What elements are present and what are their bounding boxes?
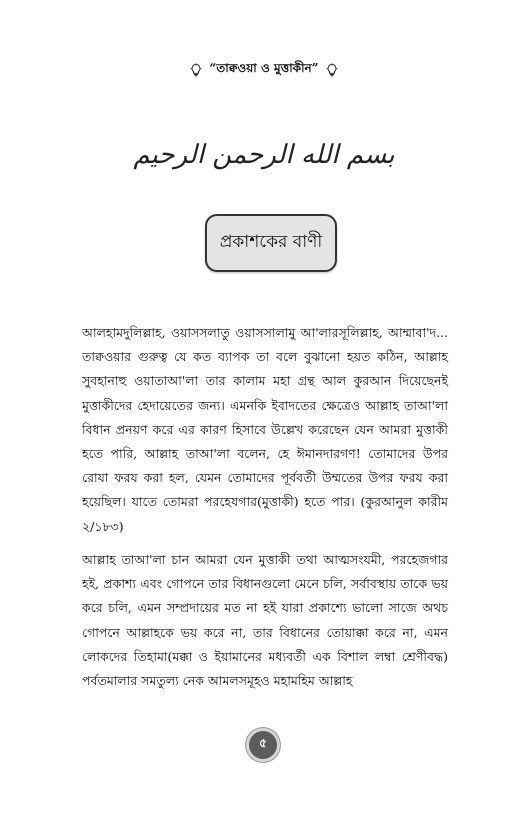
body-paragraph: আলহামদুলিল্লাহ, ওয়াসসলাতু ওয়াসসালামু আ'লারসূলিল্লাহ, আম্মাবা'দ... তাক্বওয়ার গুরুত্ব যে কত ব্যাপক তা বলে বুঝানো হয়ত কঠিন, আল্লাহ সুবহানাহু ওয়াতাআ'লা তার কালাম মহা গ্রন্থ আল কুরআন দিয়েছেনই মুত্তাকীদের হেদায়েতের জন্য। এমনকি ইবাদতের ক্ষেত্রেও আল্লাহ তাআ'লা বিধান প্রনয়ণ করে এর কারণ হিসাবে উল্লেখ করেছেন যেন আমরা মুত্তাকী হতে পারি, আল্লাহ তাআ'লা বলেন, হে ঈমানদারগণ! তোমাদের উপর রোযা ফরয করা হল, যেমন তোমাদের পূর্ববর্তী উম্মতের উপর ফরয করা হয়েছিল। যাতে তোমরা পরহেযগার(মুত্তাকী) হতে পার। (কুরআনুল কারীম ২/১৮৩) — [82, 325, 448, 534]
lightbulb-icon — [325, 63, 339, 77]
running-header — [0, 60, 528, 80]
header-title: “তাক্বওয়া ও মুত্তাকীন” — [209, 61, 319, 75]
basmala-calligraphy: بسم الله الرحمن الرحيم — [133, 140, 395, 170]
section-title: প্রকাশকের বাণী — [205, 214, 337, 272]
lightbulb-icon — [189, 63, 203, 77]
page-number: ৫ — [246, 728, 280, 762]
body-paragraph: আল্লাহ তাআ'লা চান আমরা যেন মুত্তাকী তথা আত্মসংযমী, পরহেজগার হই, প্রকাশ্য এবং গোপনে তার বিধানগুলো মেনে চলি, সর্বাবস্থায় তাকে ভয় করে চলি, এমন সম্প্রদায়ের মত না হই যারা প্রকাশ্যে ভালো সাজে অথচ গোপনে আল্লাহকে ভয় করে না, তার বিধানের তোয়াক্কা করে না, এমন লোকদের তিহামা(মক্কা ও ইয়ামানের মধ্যবর্তী এক বিশাল লম্বা শ্রেণীবদ্ধ) পর্বতমালার সমতুল্য নেক আমলসমূহও মহামহিম আল্লাহ — [82, 552, 448, 689]
